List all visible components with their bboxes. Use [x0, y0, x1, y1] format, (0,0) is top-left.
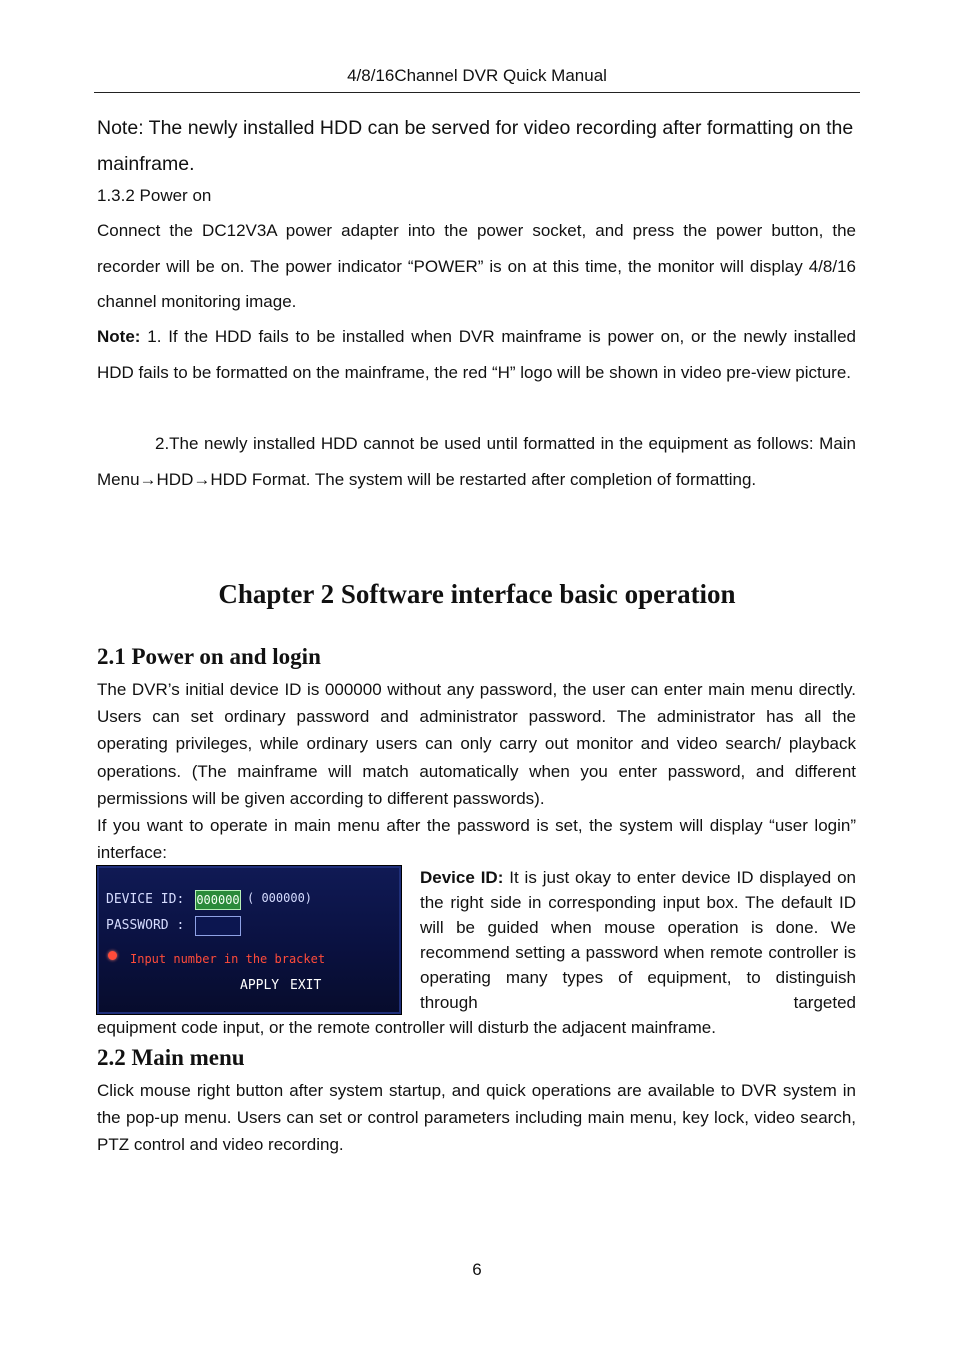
- apply-button[interactable]: APPLY: [240, 978, 280, 993]
- section-1-3-2-heading: 1.3.2 Power on: [97, 186, 212, 205]
- power-on-note-1: [97, 319, 856, 390]
- exit-button[interactable]: EXIT: [290, 978, 322, 993]
- user-login-screenshot: [96, 865, 402, 1015]
- password-input[interactable]: [195, 916, 241, 936]
- login-paragraph-2: If you want to operate in main menu after the password is set, the system will display “user login” interface:: [97, 816, 856, 863]
- note-1-text: 1. If the HDD fails to be installed when DVR mainframe is power on, or the newly installed HDD fails to be formatted on the mainframe, the red “H” logo will be shown in video pre-view picture.: [97, 327, 856, 382]
- section-2-1-heading: 2.1 Power on and login: [97, 644, 321, 669]
- password-label: PASSWORD :: [106, 918, 185, 933]
- device-id-description: [420, 865, 856, 1015]
- running-header: 4/8/16Channel DVR Quick Manual: [94, 64, 860, 93]
- device-id-term: Device ID:: [420, 868, 504, 887]
- page-number: 6: [472, 1260, 482, 1279]
- warning-dot-icon: [108, 951, 117, 960]
- device-id-hint: ( 000000): [247, 891, 313, 905]
- power-on-note-2: 2.The newly installed HDD cannot be used until formatted in the equipment as follows: Main Menu→HDD→HDD Format. The system will be restarted after completion of formatting.: [97, 434, 856, 489]
- note-label: Note:: [97, 327, 141, 346]
- login-paragraph-1: The DVR’s initial device ID is 000000 without any password, the user can enter main menu directly. Users can set ordinary password and administrator password. The administrator has all the operating privileges, while ordinary users can only carry out monitor and video search/ playback operations. (The mainframe will match automatically when you enter password, and different permissions will be given according to different passwords).: [97, 680, 856, 808]
- login-hint: Input number in the bracket: [130, 952, 326, 966]
- device-id-text: It is just okay to enter device ID displayed on the right side in corresponding input box. The default ID will be guided when mouse operation is done. We recommend setting a password when remote controller is operating many types of equipment, to distinguish through targeted: [420, 868, 856, 1012]
- device-id-description-cont: equipment code input, or the remote controller will disturb the adjacent mainframe.: [97, 1018, 716, 1037]
- device-id-input[interactable]: 000000: [195, 890, 241, 910]
- chapter-title: Chapter 2 Software interface basic operation: [218, 579, 736, 609]
- device-id-label: DEVICE ID:: [106, 892, 185, 907]
- main-menu-paragraph: Click mouse right button after system startup, and quick operations are available to DVR system in the pop-up menu. Users can set or control parameters including main menu, key lock, video search, PTZ control and video recording.: [97, 1081, 856, 1155]
- note-hdd-format: Note: The newly installed HDD can be served for video recording after formatting on the mainframe.: [97, 117, 854, 175]
- section-2-2-heading: 2.2 Main menu: [97, 1045, 245, 1070]
- power-on-paragraph: Connect the DC12V3A power adapter into the power socket, and press the power button, the recorder will be on. The power indicator “POWER” is on at this time, the monitor will display 4/8/16 channel monitoring image.: [97, 221, 856, 311]
